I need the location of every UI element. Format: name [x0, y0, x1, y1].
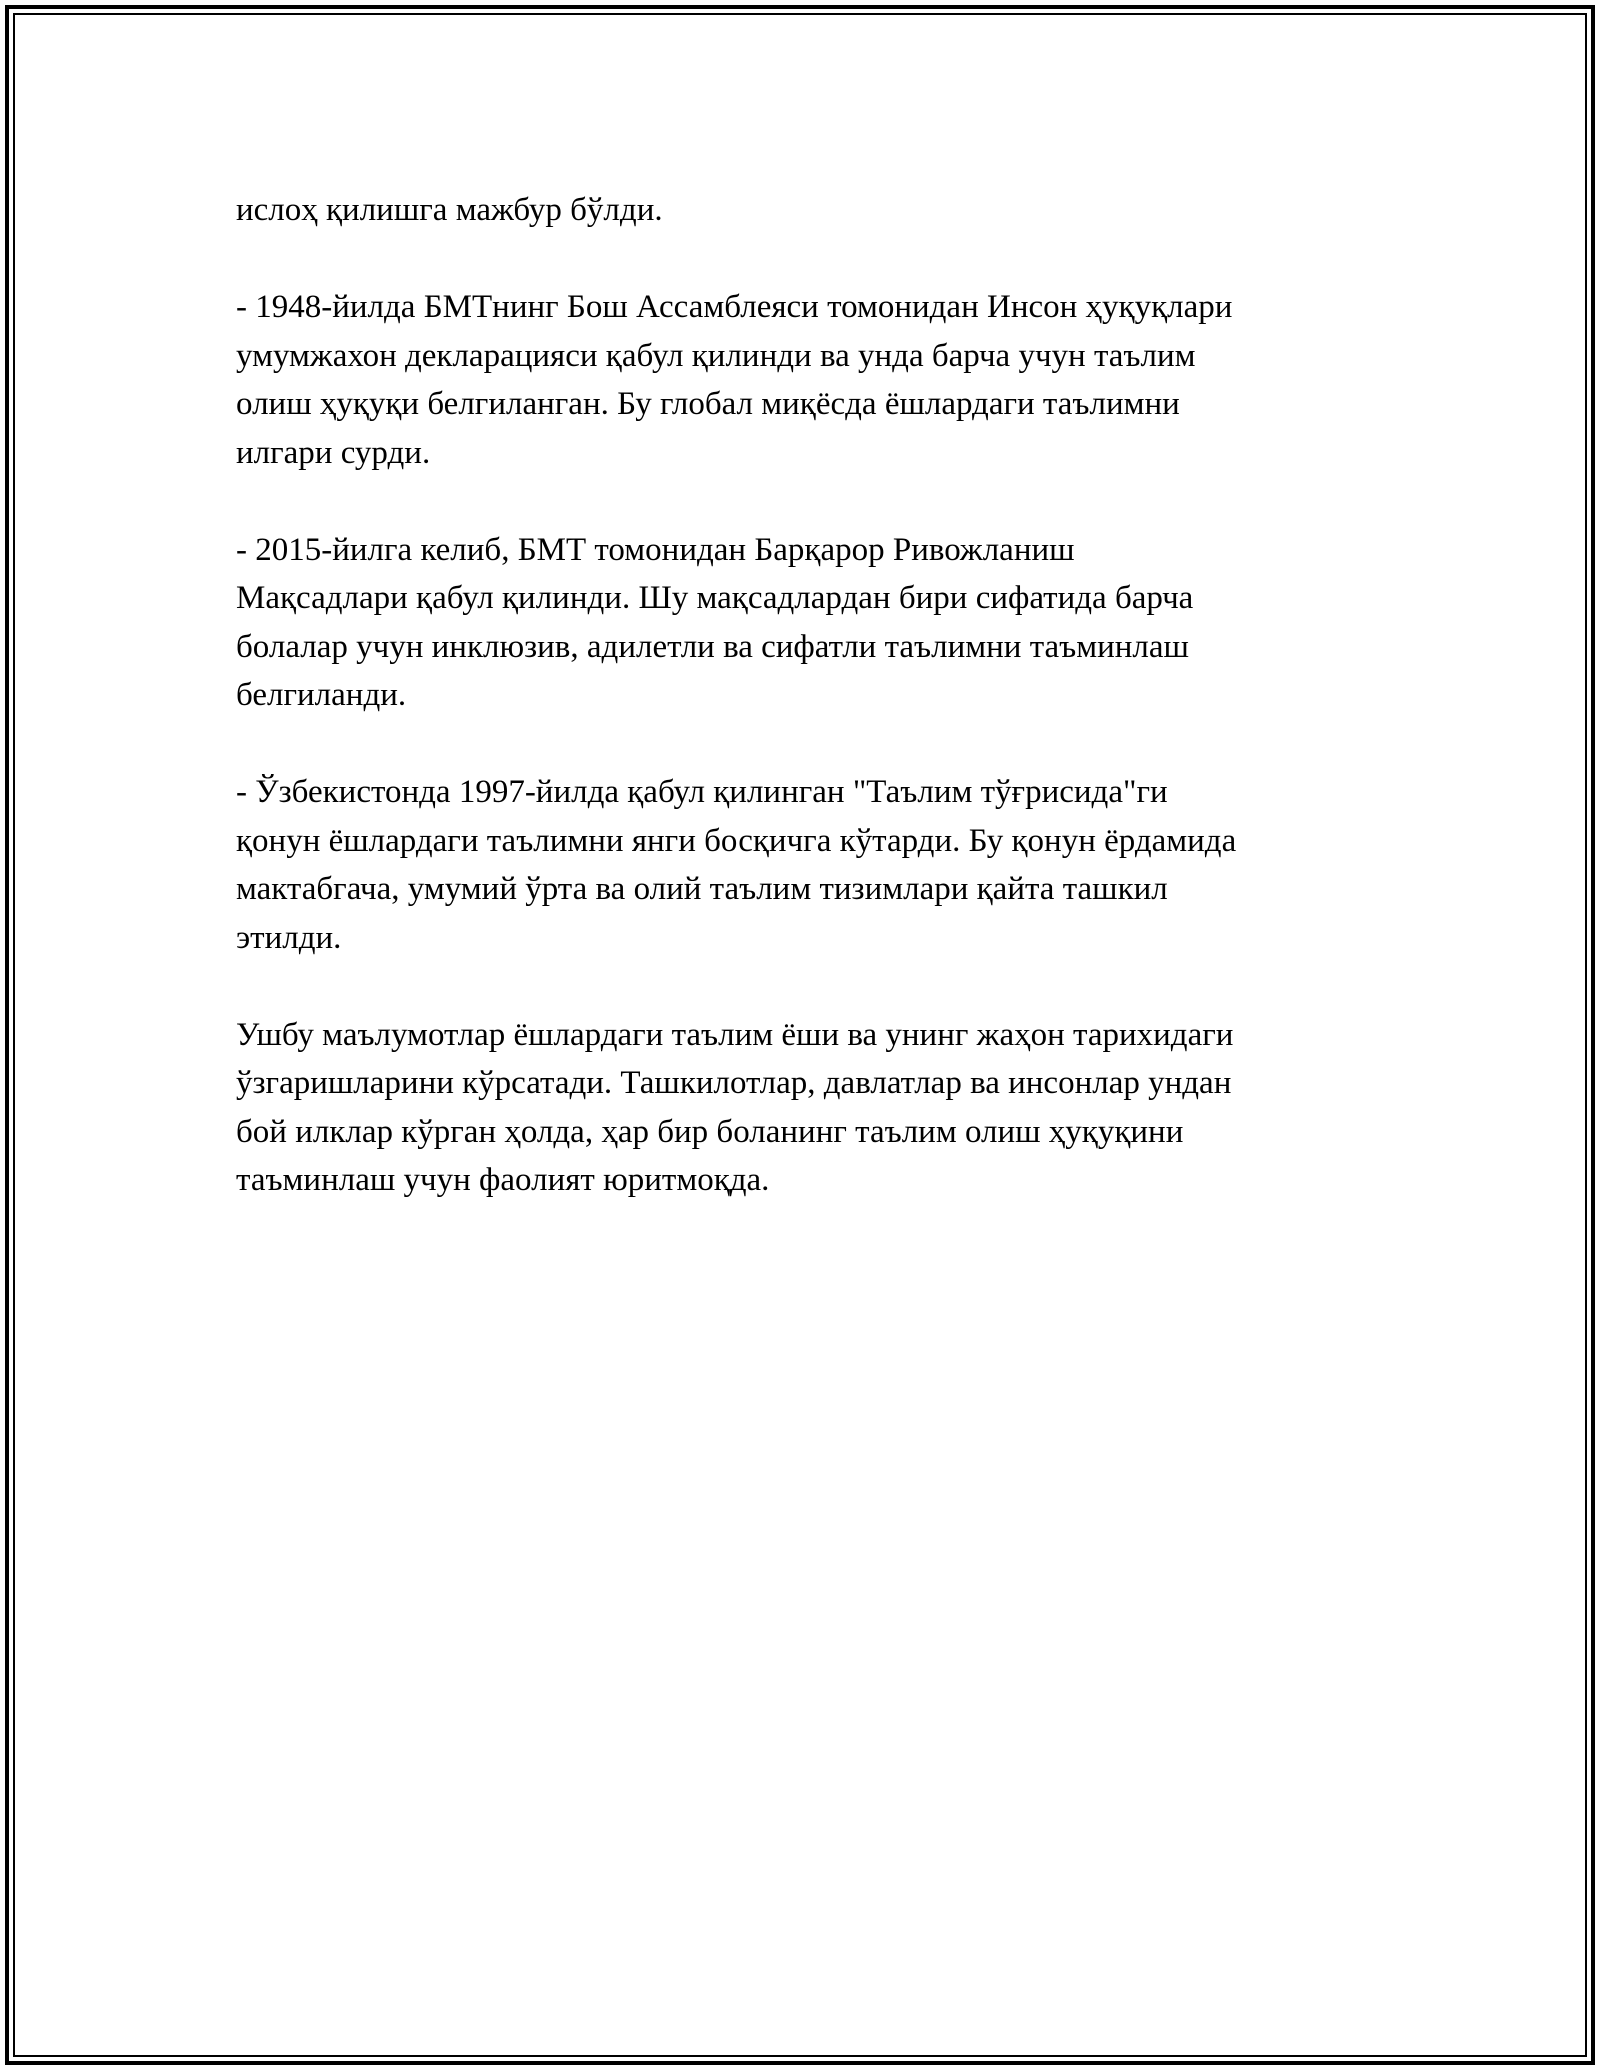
text-line: - 1948-йилда БМТнинг Бош Ассамблеяси томонидан Инсон ҳуқуқлари: [236, 289, 1233, 325]
text-line: олиш ҳуқуқи белгиланган. Бу глобал миқёсда ёшлардаги таълимни: [236, 386, 1180, 422]
paragraph-5: [236, 1011, 1366, 1205]
text-line: белгиланди.: [236, 677, 407, 713]
paragraph-3: [236, 526, 1366, 720]
text-line: Мақсадлари қабул қилинди. Шу мақсадлардан бири сифатида барча: [236, 580, 1194, 616]
text-line: ўзгаришларини кўрсатади. Ташкилотлар, давлатлар ва инсонлар ундан: [236, 1065, 1232, 1101]
document-body: [236, 186, 1366, 1205]
text-line: Ушбу маълумотлар ёшлардаги таълим ёши ва унинг жаҳон тарихидаги: [236, 1016, 1234, 1053]
text-line: болалар учун инклюзив, адилетли ва сифатли таълимни таъминлаш: [236, 628, 1189, 665]
text-line: этилди.: [236, 919, 342, 956]
text-line: ислоҳ қилишга мажбур бўлди.: [236, 192, 663, 228]
paragraph-2: [236, 283, 1366, 477]
text-line: таъминлаш учун фаолият юритмоқда.: [236, 1162, 770, 1198]
text-line: - 2015-йилга келиб, БМТ томонидан Барқарор Ривожланиш: [236, 531, 1075, 568]
text-line: - Ўзбекистонда 1997-йилда қабул қилинган "Таълим тўғрисида"ги: [236, 774, 1168, 810]
text-line: қонун ёшлардаги таълимни янги босқичга кўтарди. Бу қонун ёрдамида: [236, 822, 1237, 859]
paragraph-4: [236, 768, 1366, 962]
paragraph-1: [236, 186, 1366, 235]
text-line: илгари сурди.: [236, 434, 431, 471]
text-line: бой илклар кўрган ҳолда, ҳар бир боланинг таълим олиш ҳуқуқини: [236, 1113, 1184, 1150]
text-line: умумжахон декларацияси қабул қилинди ва унда барча учун таълим: [236, 337, 1196, 374]
text-line: мактабгача, умумий ўрта ва олий таълим тизимлари қайта ташкил: [236, 871, 1168, 907]
